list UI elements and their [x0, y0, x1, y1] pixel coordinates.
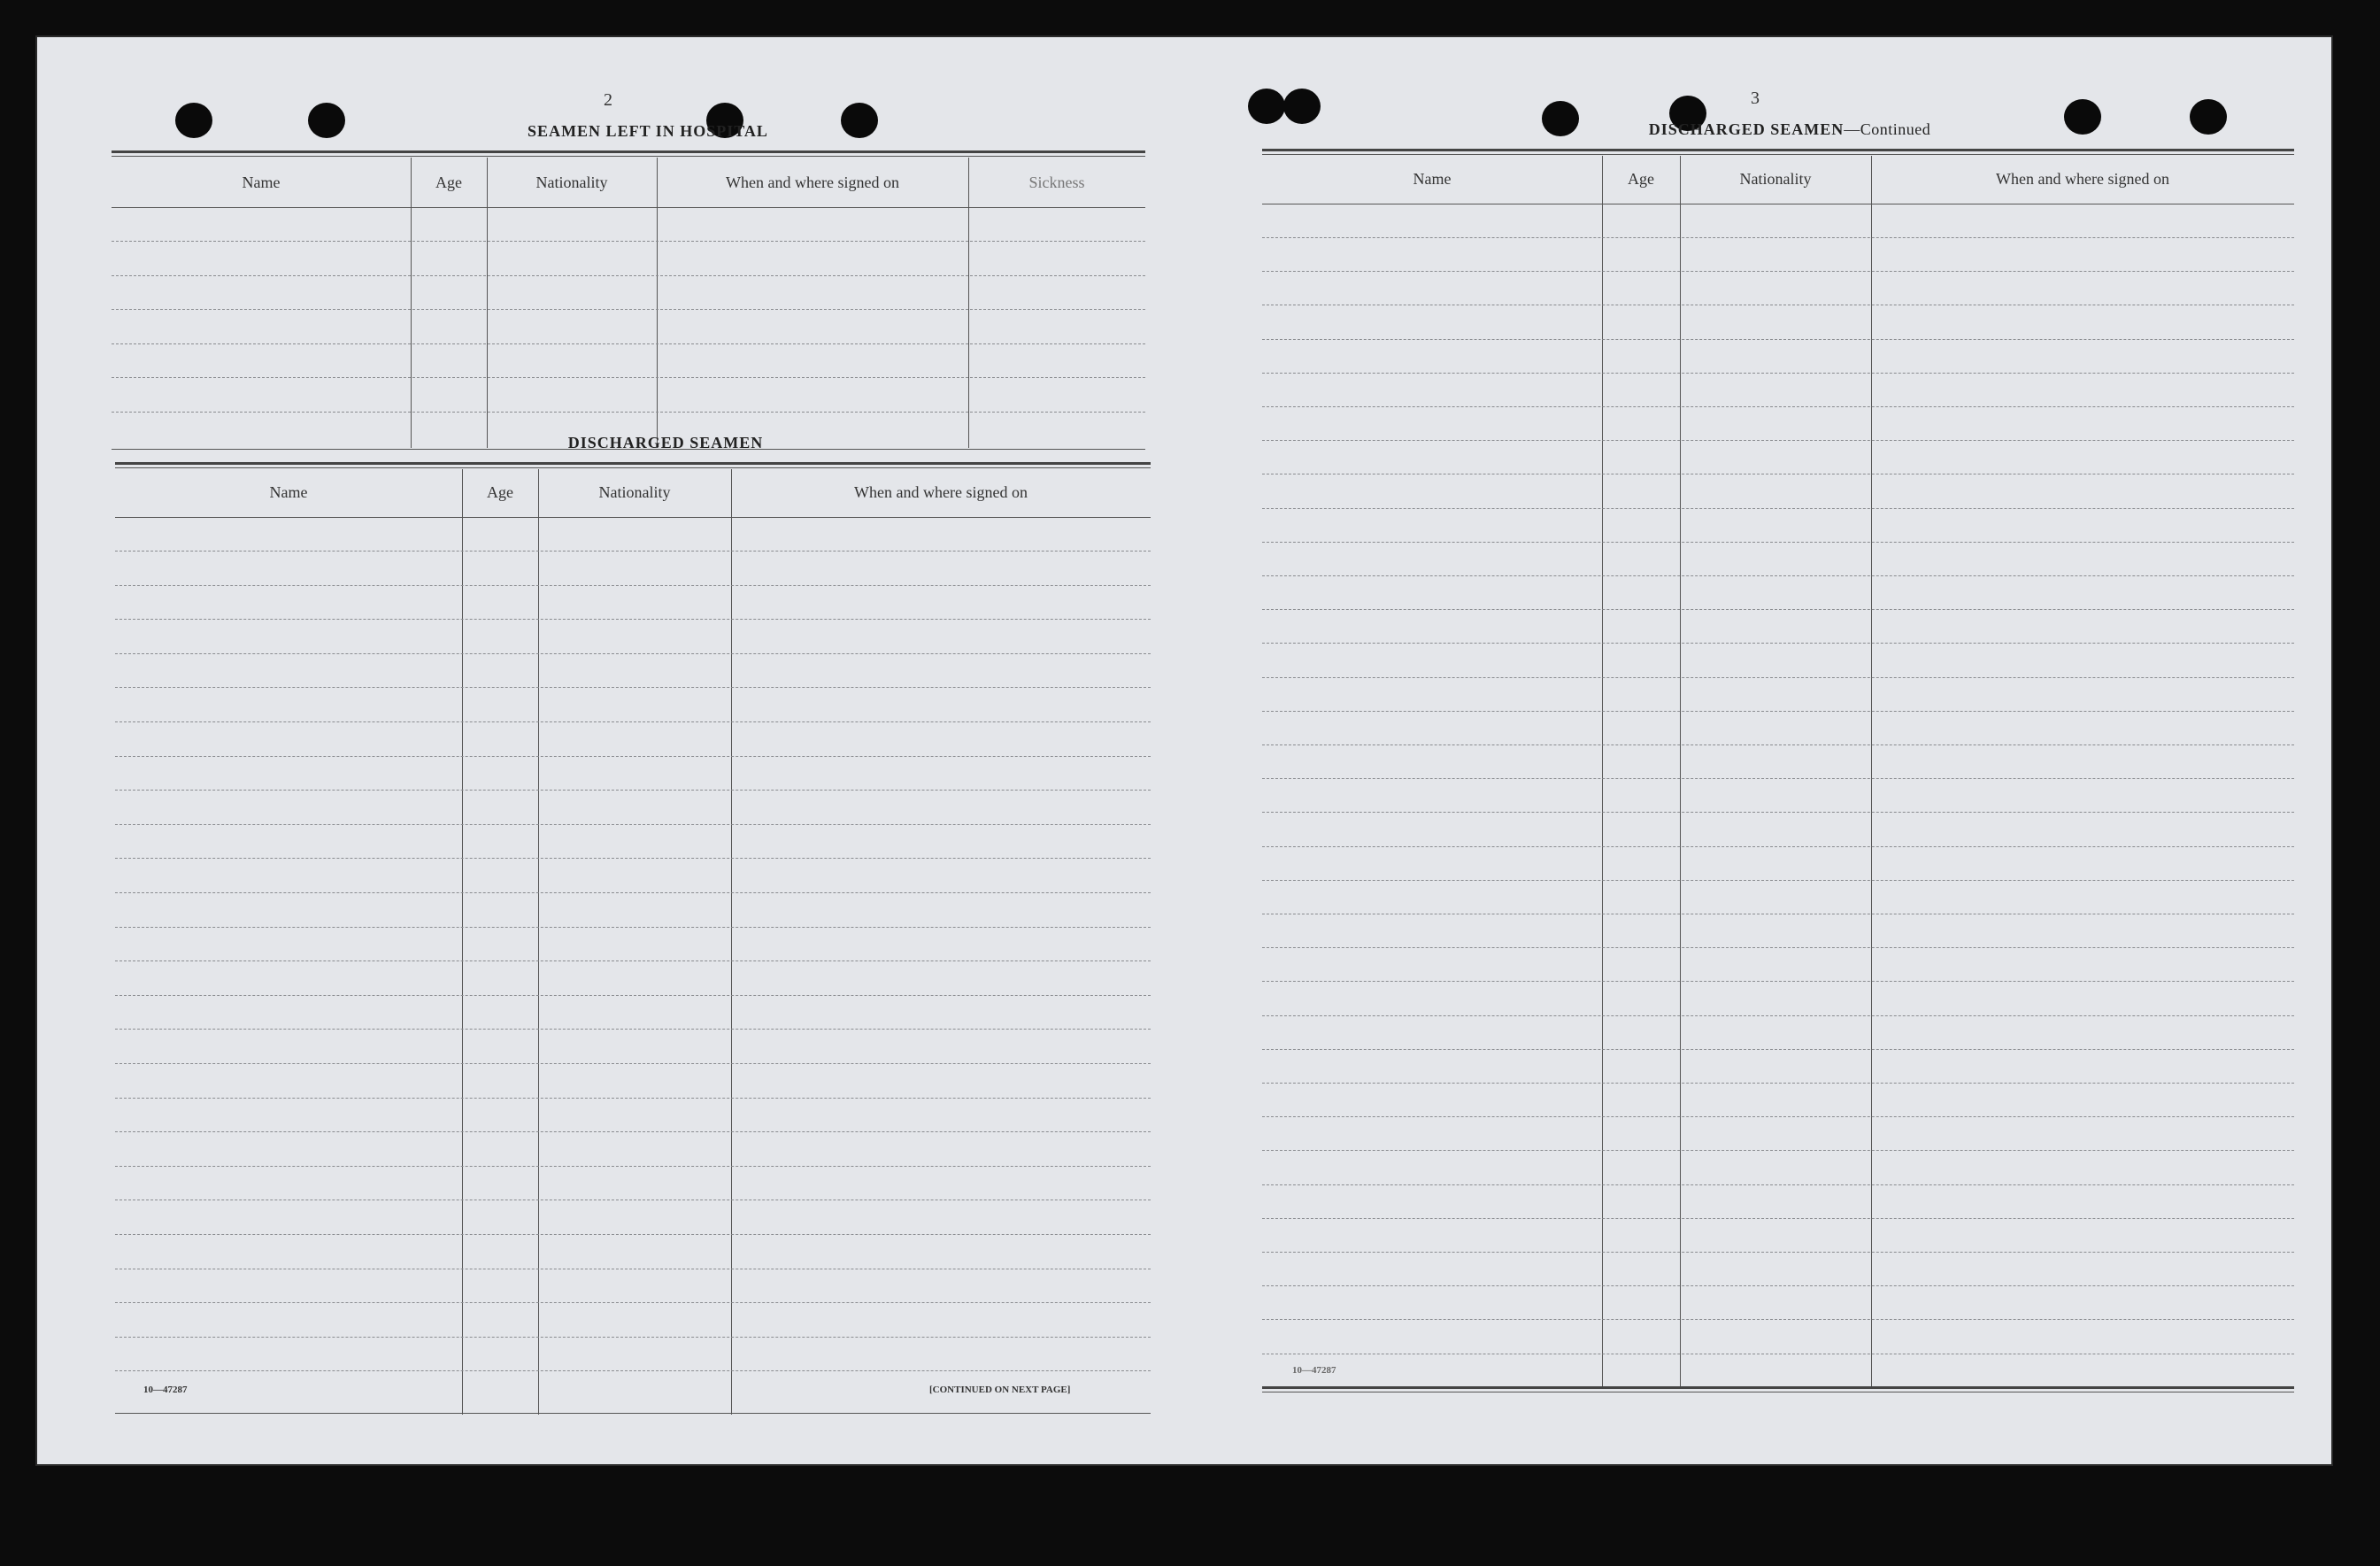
table-row-line	[1262, 1285, 2294, 1286]
table-row-line	[1262, 271, 2294, 272]
hospital-col-when-where: When and where signed on	[726, 174, 899, 191]
discharged-section-title: DISCHARGED SEAMEN	[567, 434, 764, 451]
punch-hole	[2064, 99, 2101, 135]
right-col-when-where: When and where signed on	[1996, 170, 2169, 188]
table-row-line	[1262, 880, 2294, 881]
table-row-line	[112, 343, 1145, 344]
table-row-line	[1262, 1184, 2294, 1185]
table-row-line	[112, 412, 1145, 413]
punch-hole	[1283, 89, 1321, 124]
table-row-line	[115, 1063, 1151, 1064]
right-col-name: Name	[1413, 170, 1452, 188]
punch-hole	[2190, 99, 2227, 135]
table-row-line	[115, 824, 1151, 825]
table-row-line	[1262, 812, 2294, 813]
table-row-line	[115, 927, 1151, 928]
discharged-continued-title	[1577, 120, 2002, 139]
table-row-line	[115, 1131, 1151, 1132]
table-row-line	[115, 858, 1151, 859]
discharged-table-left	[115, 462, 1151, 1415]
discharged-continued-title-suffix: —Continued	[1844, 120, 1931, 138]
document-sheet	[37, 37, 2331, 1464]
table-row-line	[1262, 542, 2294, 543]
table-row-line	[112, 377, 1145, 378]
punch-hole	[1248, 89, 1285, 124]
table-row-line	[1262, 1218, 2294, 1219]
table-row-line	[1262, 339, 2294, 340]
table-row-line	[1262, 1015, 2294, 1016]
table-row-line	[115, 1098, 1151, 1099]
table-row-line	[112, 309, 1145, 310]
table-row-line	[1262, 711, 2294, 712]
hospital-col-sickness: Sickness	[1028, 174, 1085, 191]
table-row-line	[115, 1337, 1151, 1338]
table-row-line	[115, 1166, 1151, 1167]
table-row-line	[115, 687, 1151, 688]
table-row-line	[1262, 778, 2294, 779]
table-row-line	[115, 756, 1151, 757]
table-row-line	[115, 653, 1151, 654]
punch-hole	[841, 103, 878, 138]
punch-hole	[1542, 101, 1579, 136]
table-row-line	[112, 241, 1145, 242]
page-number-left: 2	[604, 90, 612, 110]
table-row-line	[115, 585, 1151, 586]
table-row-line	[115, 1370, 1151, 1371]
table-row-line	[1262, 237, 2294, 238]
table-row-line	[1262, 1252, 2294, 1253]
hospital-col-age: Age	[435, 174, 462, 191]
discharged-col-age: Age	[487, 483, 513, 501]
hospital-table	[112, 150, 1145, 450]
table-row-line	[1262, 1049, 2294, 1050]
discharged-table-right	[1262, 149, 2294, 1393]
table-row-line	[1262, 677, 2294, 678]
table-row-line	[115, 551, 1151, 552]
table-row-line	[115, 995, 1151, 996]
table-row-line	[115, 619, 1151, 620]
table-row-line	[115, 721, 1151, 722]
right-col-age: Age	[1628, 170, 1654, 188]
hospital-col-name: Name	[242, 174, 281, 191]
table-row-line	[112, 275, 1145, 276]
table-row-line	[1262, 643, 2294, 644]
table-row-line	[1262, 744, 2294, 745]
table-row-line	[115, 1302, 1151, 1303]
table-row-line	[1262, 1150, 2294, 1151]
table-row-line	[1262, 373, 2294, 374]
discharged-col-nationality: Nationality	[598, 483, 671, 501]
right-col-nationality: Nationality	[1739, 170, 1812, 188]
punch-hole	[308, 103, 345, 138]
discharged-col-when-where: When and where signed on	[854, 483, 1028, 501]
table-row-line	[1262, 947, 2294, 948]
table-row-line	[1262, 440, 2294, 441]
table-row-line	[1262, 406, 2294, 407]
table-row-line	[115, 1234, 1151, 1235]
punch-hole	[175, 103, 212, 138]
table-row-line	[1262, 1319, 2294, 1320]
page-number-right: 3	[1751, 89, 1760, 108]
table-row-line	[1262, 508, 2294, 509]
continued-note: [CONTINUED ON NEXT PAGE]	[929, 1385, 1071, 1395]
discharged-col-name: Name	[269, 483, 308, 501]
hospital-col-nationality: Nationality	[535, 174, 608, 191]
table-row-line	[115, 960, 1151, 961]
form-number-left: 10—47287	[143, 1385, 188, 1395]
table-row-line	[1262, 609, 2294, 610]
table-row-line	[1262, 1116, 2294, 1117]
table-row-line	[1262, 575, 2294, 576]
table-row-line	[115, 892, 1151, 893]
table-row-line	[1262, 981, 2294, 982]
hospital-section-title: SEAMEN LEFT IN HOSPITAL	[528, 122, 768, 140]
table-row-line	[115, 790, 1151, 791]
discharged-continued-title-main: DISCHARGED SEAMEN	[1648, 120, 1845, 138]
table-row-line	[1262, 1083, 2294, 1084]
form-number-right: 10—47287	[1292, 1365, 1336, 1376]
table-row-line	[1262, 846, 2294, 847]
table-row-line	[115, 1029, 1151, 1030]
